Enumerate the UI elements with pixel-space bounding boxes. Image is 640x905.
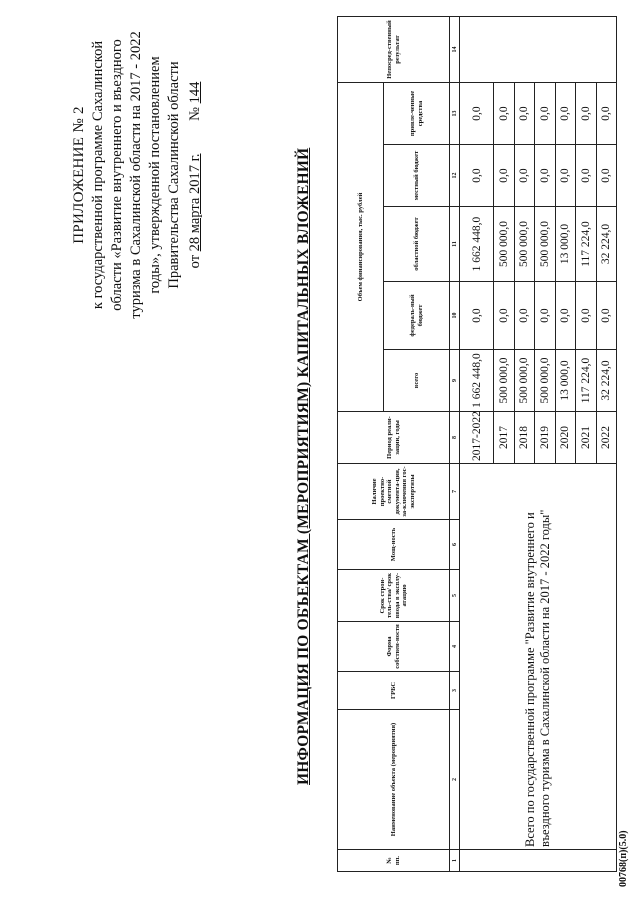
- column-number: 6: [450, 520, 460, 570]
- column-number: 13: [450, 83, 460, 145]
- cell-local: 0,0: [494, 145, 515, 207]
- column-number: 8: [450, 412, 460, 464]
- cell-period: 2017-2022: [460, 412, 494, 464]
- column-number: 12: [450, 145, 460, 207]
- cell-result: [460, 17, 617, 83]
- cell-federal: 0,0: [494, 282, 515, 350]
- cell-total: 1 662 448,0: [460, 350, 494, 412]
- appendix-date: 28 марта 2017 г.: [187, 153, 203, 252]
- column-number: 14: [450, 17, 460, 83]
- header-local: местный бюджет: [384, 145, 450, 207]
- cell-period: 2017: [494, 412, 515, 464]
- cell-period: 2020: [555, 412, 576, 464]
- cell-regional: 32 224,0: [596, 207, 617, 282]
- column-number: 7: [450, 464, 460, 520]
- cell-period: 2019: [535, 412, 556, 464]
- appendix-block: [70, 5, 205, 345]
- appendix-line: к государственной программе Сахалинской: [90, 40, 106, 310]
- cell-regional: 13 000,0: [555, 207, 576, 282]
- number-prefix: №: [187, 107, 203, 121]
- cell-empty: [460, 850, 617, 872]
- cell-extra: 0,0: [494, 83, 515, 145]
- cell-federal: 0,0: [514, 282, 535, 350]
- header-docs: Наличие проектно-сметной документа-ции, за-ключения гос-экспертизы: [338, 464, 450, 520]
- appendix-line: области «Развитие внутреннего и въездного: [109, 39, 125, 311]
- header-total: всего: [384, 350, 450, 412]
- column-number: 3: [450, 672, 460, 710]
- appendix-line: годы», утвержденной постановлением: [147, 56, 163, 294]
- cell-extra: 0,0: [576, 83, 597, 145]
- header-extra: привле-ченные средства: [384, 83, 450, 145]
- cell-federal: 0,0: [596, 282, 617, 350]
- header-capacity: Мощ-ность: [338, 520, 450, 570]
- cell-federal: 0,0: [555, 282, 576, 350]
- cell-regional: 1 662 448,0: [460, 207, 494, 282]
- capital-investment-table: [337, 16, 617, 872]
- column-number: 5: [450, 570, 460, 622]
- cell-local: 0,0: [576, 145, 597, 207]
- cell-total: 13 000,0: [555, 350, 576, 412]
- header-term: Срок строи-тель-ства/ срок ввода в эксплу-атацию: [338, 570, 450, 622]
- cell-local: 0,0: [535, 145, 556, 207]
- cell-extra: 0,0: [460, 83, 494, 145]
- column-number: 1: [450, 850, 460, 872]
- main-title: ИНФОРМАЦИЯ ПО ОБЪЕКТАМ (МЕРОПРИЯТИЯМ) КАПИТАЛЬНЫХ ВЛОЖЕНИЙ: [295, 147, 312, 785]
- header-federal: федераль-ный бюджет: [384, 282, 450, 350]
- cell-period: 2021: [576, 412, 597, 464]
- cell-total: 32 224,0: [596, 350, 617, 412]
- program-description: Всего по государственной программе "Развитие внутреннего и въездного туризма в Сахалинской области на 2017 - 2022 годы": [460, 464, 617, 850]
- column-number: 9: [450, 350, 460, 412]
- column-number: 2: [450, 710, 460, 850]
- header-object-name: Наименование объекта (мероприятия): [338, 710, 450, 850]
- header-ownership: Форма собствен-ности: [338, 622, 450, 672]
- column-number: 10: [450, 282, 460, 350]
- cell-regional: 500 000,0: [514, 207, 535, 282]
- header-period: Период реали-зации, годы: [338, 412, 450, 464]
- cell-total: 500 000,0: [514, 350, 535, 412]
- header-grbs: ГРБС: [338, 672, 450, 710]
- cell-local: 0,0: [514, 145, 535, 207]
- footer-code: 00768(п)(5.0): [618, 830, 629, 887]
- cell-local: 0,0: [596, 145, 617, 207]
- cell-local: 0,0: [555, 145, 576, 207]
- appendix-line: Правительства Сахалинской области: [166, 61, 182, 289]
- appendix-date-line: [186, 5, 205, 345]
- header-result: Непосред-ственный результат: [338, 17, 450, 83]
- date-prefix: от: [187, 254, 203, 269]
- cell-extra: 0,0: [535, 83, 556, 145]
- cell-period: 2018: [514, 412, 535, 464]
- cell-federal: 0,0: [576, 282, 597, 350]
- cell-total: 500 000,0: [494, 350, 515, 412]
- cell-federal: 0,0: [535, 282, 556, 350]
- cell-total: 117 224,0: [576, 350, 597, 412]
- column-number: 4: [450, 622, 460, 672]
- header-funding: Объем финансирования, тыс. рублей: [338, 83, 384, 412]
- cell-extra: 0,0: [514, 83, 535, 145]
- appendix-line: туризма в Сахалинской области на 2017 - 2022: [128, 31, 144, 319]
- cell-total: 500 000,0: [535, 350, 556, 412]
- cell-extra: 0,0: [555, 83, 576, 145]
- cell-regional: 500 000,0: [494, 207, 515, 282]
- cell-federal: 0,0: [460, 282, 494, 350]
- cell-regional: 117 224,0: [576, 207, 597, 282]
- appendix-title: ПРИЛОЖЕНИЕ № 2: [71, 106, 87, 244]
- cell-local: 0,0: [460, 145, 494, 207]
- appendix-number: 144: [187, 81, 203, 104]
- cell-extra: 0,0: [596, 83, 617, 145]
- cell-regional: 500 000,0: [535, 207, 556, 282]
- header-regional: областной бюджет: [384, 207, 450, 282]
- cell-period: 2022: [596, 412, 617, 464]
- header-num: № пп.: [338, 850, 450, 872]
- column-number: 11: [450, 207, 460, 282]
